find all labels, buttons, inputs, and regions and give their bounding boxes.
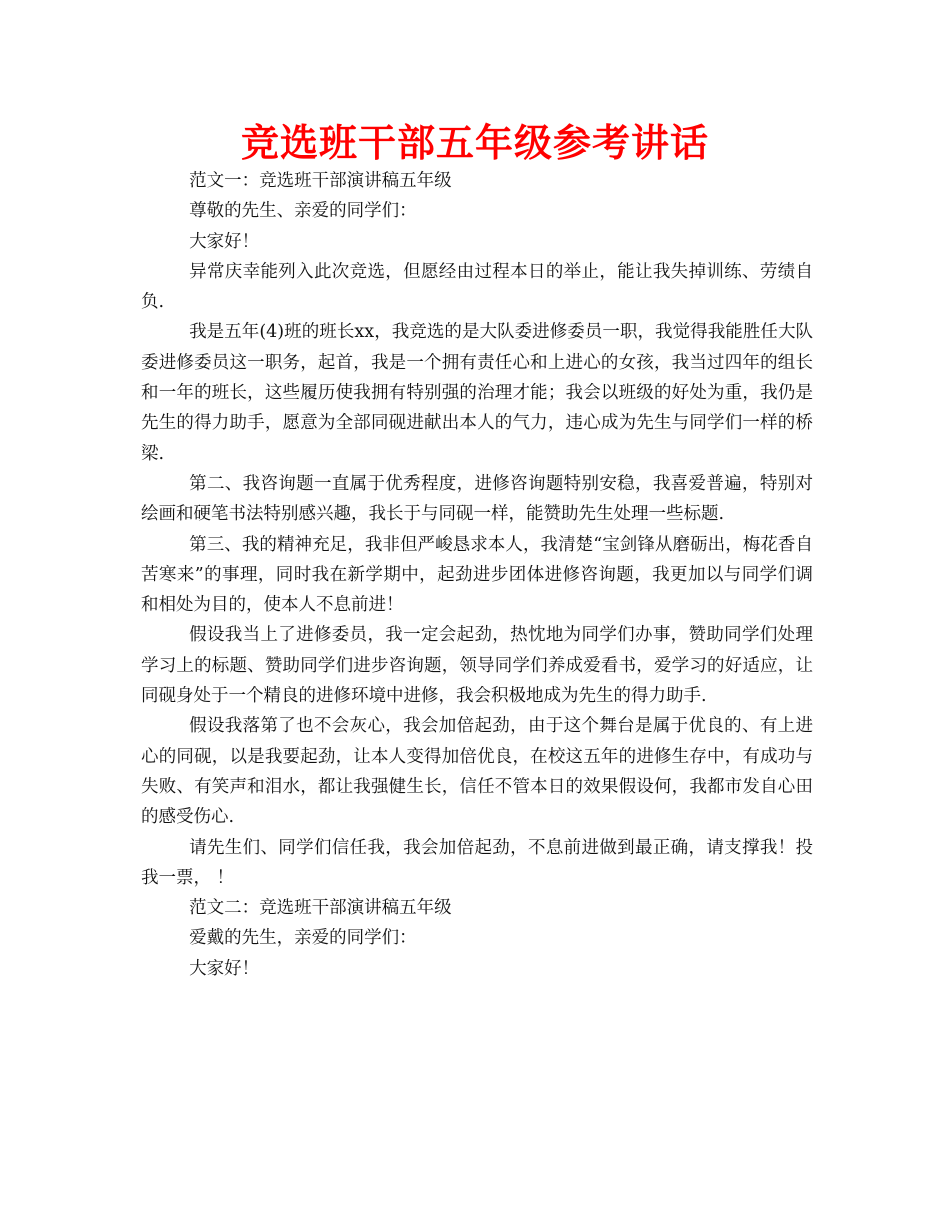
paragraph-second-point: 第二、我咨询题一直属于优秀程度，进修咨询题特别安稳，我喜爱普遍，特别对绘画和硬笔书法特别感兴趣，我长于与同砚一样，能赞助先生处理一些标题. [141, 473, 813, 525]
paragraph-greeting-two: 大家好！ [189, 958, 260, 979]
paragraph-sample-two-heading: 范文二：竞选班干部演讲稿五年级 [189, 898, 452, 919]
paragraph-if-not-elected: 假设我落第了也不会灰心，我会加倍起劲，由于这个舞台是属于优良的、有上进心的同砚，以是我要起劲，让本人变得加倍优良，在校这五年的进修生存中，有成功与失败、有笑声和泪水，都让我强健生长，信任不管本日的效果假设何，我都市发自心田的感受伤心. [141, 716, 813, 828]
paragraph-salutation-two: 爱戴的先生，亲爱的同学们： [189, 928, 417, 949]
paragraph-salutation: 尊敬的先生、亲爱的同学们： [189, 201, 417, 222]
paragraph-introduction: 我是五年(4)班的班长xx，我竞选的是大队委进修委员一职，我觉得我能胜任大队委进修委员这一职务，起首，我是一个拥有责任心和上进心的女孩，我当过四年的组长和一年的班长，这些履历使我拥有特别强的治理才能；我会以班级的好处为重，我仍是先生的得力助手，愿意为全部同砚进献出本人的气力，违心成为先生与同学们一样的桥梁. [141, 322, 813, 464]
paragraph-opening: 异常庆幸能列入此次竞选，但愿经由过程本日的举止，能让我失掉训练、劳绩自负. [141, 261, 813, 313]
paragraph-sample-one-heading: 范文一：竞选班干部演讲稿五年级 [189, 171, 452, 191]
paragraph-third-point: 第三、我的精神充足，我非但严峻恳求本人，我清楚“宝剑锋从磨砺出，梅花香自苦寒来”的事理，同时我在新学期中，起劲进步团体进修咨询题，我更加以与同学们调和相处为目的，使本人不息前进！ [141, 534, 813, 616]
paragraph-closing: 请先生们、同学们信任我，我会加倍起劲，不息前进做到最正确，请支撑我！投我一票， ！ [141, 837, 813, 888]
document-body [141, 166, 813, 984]
paragraph-greeting: 大家好！ [189, 231, 260, 252]
paragraph-if-elected: 假设我当上了进修委员，我一定会起劲，热忱地为同学们办事，赞助同学们处理学习上的标题、赞助同学们进步咨询题，领导同学们养成爱看书，爱学习的好适应，让同砚身处于一个精良的进修环境中进修，我会积极地成为先生的得力助手. [141, 625, 813, 707]
document-title: 竞选班干部五年级参考讲话 [240, 121, 709, 165]
